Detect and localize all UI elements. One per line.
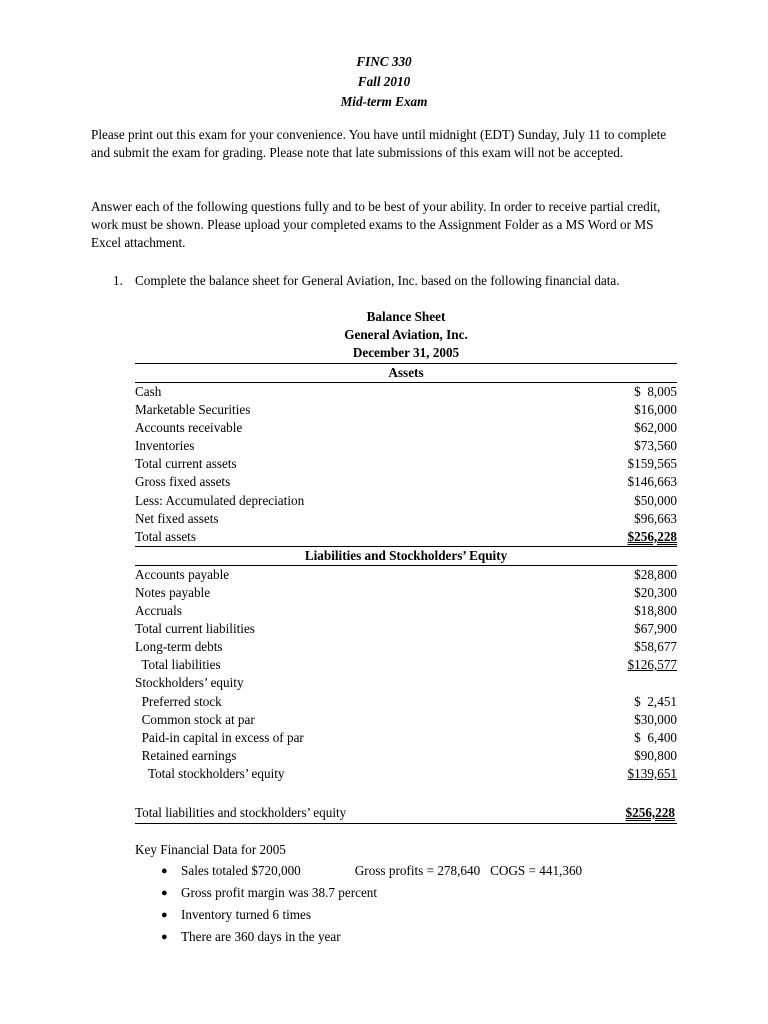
row-value: $159,565: [627, 456, 677, 472]
balance-sheet-row: [135, 711, 677, 729]
row-label: Less: Accumulated depreciation: [135, 492, 305, 508]
bullet-text: Sales totaled $720,000: [181, 863, 301, 878]
row-value: $16,000: [634, 402, 677, 418]
row-value: $62,000: [634, 420, 677, 436]
row-label: Total current assets: [135, 456, 237, 472]
exam-heading: [0, 52, 768, 112]
balance-sheet-row: [135, 401, 677, 419]
row-value: $18,800: [634, 603, 677, 619]
balance-sheet-row: [135, 566, 677, 584]
instructions-paragraph: Please print out this exam for your convenience. You have until midnight (EDT) Sunday, July 11 to complete and submit the exam for grading. Please note that late submissions of this exam will not be accepted.: [91, 127, 667, 160]
list-item: [135, 904, 695, 926]
list-item: [135, 882, 695, 904]
assets-rows: [135, 383, 677, 546]
key-financial-data: [135, 840, 695, 948]
balance-sheet-row: [135, 602, 677, 620]
exam-title: Mid-term Exam: [340, 94, 428, 109]
row-label: Notes payable: [135, 584, 211, 600]
row-value: $ 8,005: [634, 384, 677, 399]
assets-header: Assets: [135, 363, 677, 383]
grand-total-value: $256,228: [625, 804, 675, 820]
bullet-icon: ●: [161, 865, 168, 877]
row-label: Accruals: [135, 603, 182, 619]
balance-sheet-table: [135, 363, 677, 824]
balance-sheet-row: [135, 383, 677, 401]
row-value: $28,800: [634, 566, 677, 582]
row-value: $126,577: [627, 657, 677, 673]
balance-sheet-row: [135, 492, 677, 510]
balance-sheet-row: [135, 656, 677, 674]
term: Fall 2010: [357, 74, 411, 89]
balance-sheet-row: [135, 674, 677, 692]
row-value: $20,300: [634, 584, 677, 600]
question-number: 1.: [113, 273, 123, 288]
row-value: $90,800: [634, 747, 677, 763]
bullet-icon: ●: [161, 887, 168, 899]
row-label: Accounts receivable: [135, 420, 243, 436]
row-value: $73,560: [634, 438, 677, 454]
row-value: $50,000: [634, 492, 677, 508]
grand-total-label: Total liabilities and stockholders’ equity: [135, 804, 347, 820]
row-label: Common stock at par: [135, 711, 255, 727]
balance-sheet-row: [135, 419, 677, 437]
balance-sheet-row: [135, 638, 677, 656]
balance-sheet-row: [135, 729, 677, 747]
row-label: Accounts payable: [135, 566, 230, 582]
instructions-paragraph: Answer each of the following questions fully and to be best of your ability. In order to receive partial credit, work must be shown. Please upload your completed exams to the Assignment Folder as a MS Word or MS Excel attachment.: [91, 199, 661, 250]
balance-sheet-title: [135, 308, 677, 362]
grand-total-row: [135, 803, 677, 824]
row-label: Net fixed assets: [135, 510, 219, 526]
row-value: $256,228: [627, 528, 677, 544]
question-1: [113, 272, 673, 290]
balance-sheet-row: [135, 473, 677, 491]
bullet-text: Inventory turned 6 times: [181, 907, 312, 922]
balance-sheet-row: [135, 693, 677, 711]
company-name: General Aviation, Inc.: [344, 327, 468, 342]
row-label: Cash: [135, 384, 162, 399]
row-value: $30,000: [634, 711, 677, 727]
row-label: Total liabilities: [135, 657, 221, 673]
row-label: Preferred stock: [135, 693, 222, 709]
row-label: Long-term debts: [135, 639, 223, 655]
row-value: $58,677: [634, 639, 677, 655]
balance-sheet-row: [135, 584, 677, 602]
bullet-text: Gross profit margin was 38.7 percent: [181, 885, 378, 900]
balance-sheet-row: [135, 528, 677, 546]
statement-name: Balance Sheet: [366, 309, 446, 324]
row-value: $67,900: [634, 621, 677, 637]
question-text: Complete the balance sheet for General Aviation, Inc. based on the following financial data.: [135, 273, 620, 288]
row-value: $ 6,400: [634, 729, 677, 745]
row-value: $96,663: [634, 510, 677, 526]
balance-sheet-row: [135, 765, 677, 783]
balance-sheet-row: [135, 747, 677, 765]
bullet-icon: ●: [161, 909, 168, 921]
key-data-list: [135, 860, 695, 948]
course-title: FINC 330: [356, 54, 412, 69]
row-label: Gross fixed assets: [135, 474, 231, 490]
row-label: Total stockholders’ equity: [135, 765, 285, 781]
row-value: $ 2,451: [634, 693, 677, 709]
balance-sheet-row: [135, 620, 677, 638]
liabilities-header: Liabilities and Stockholders’ Equity: [135, 546, 677, 566]
list-item: [135, 926, 695, 948]
row-label: Stockholders’ equity: [135, 675, 244, 691]
liabilities-rows: [135, 566, 677, 783]
balance-sheet-row: [135, 510, 677, 528]
statement-date: December 31, 2005: [352, 345, 460, 360]
balance-sheet-row: [135, 437, 677, 455]
bullet-text: There are 360 days in the year: [181, 929, 341, 944]
bullet-icon: ●: [161, 931, 168, 943]
row-label: Marketable Securities: [135, 402, 251, 418]
row-label: Total assets: [135, 528, 196, 544]
key-data-title: Key Financial Data for 2005: [135, 842, 286, 857]
row-label: Paid-in capital in excess of par: [135, 729, 304, 745]
row-value: $146,663: [627, 474, 677, 490]
list-item: [135, 860, 695, 882]
row-value: $139,651: [627, 765, 677, 781]
balance-sheet-row: [135, 455, 677, 473]
bullet-note: Gross profits = 278,640 COGS = 441,360: [354, 863, 583, 878]
row-label: Retained earnings: [135, 747, 237, 763]
row-label: Total current liabilities: [135, 621, 255, 637]
row-label: Inventories: [135, 438, 195, 454]
